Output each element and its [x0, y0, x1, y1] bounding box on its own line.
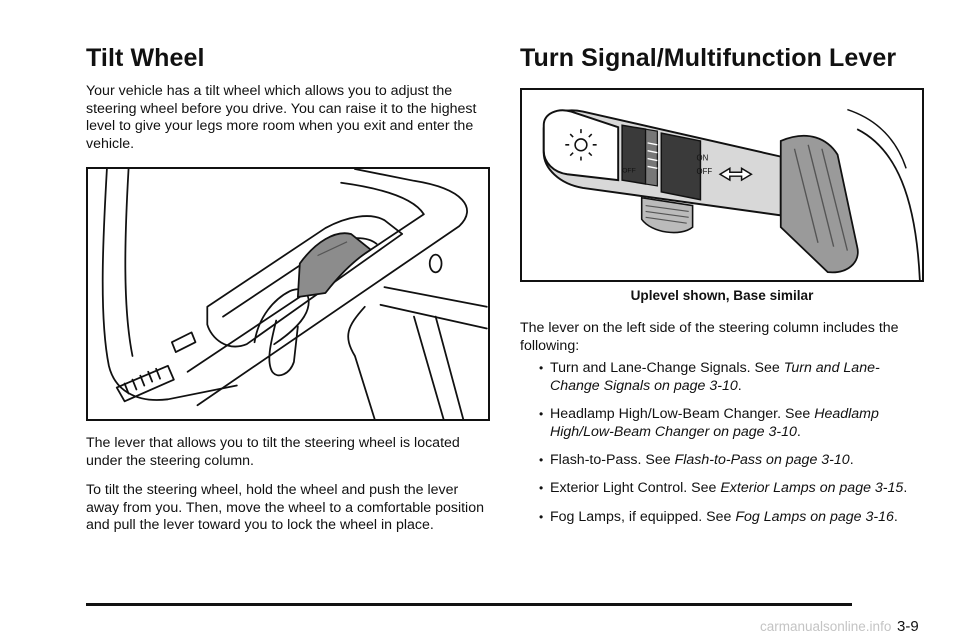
section-title-tilt-wheel: Tilt Wheel [86, 44, 205, 72]
watermark: carmanualsonline.info [760, 619, 892, 634]
page-reference-link[interactable]: Turn and Lane-Change Signals on page 3-10 [550, 360, 880, 394]
multifunction-lever-illustration [520, 88, 924, 282]
list-item: • Turn and Lane-Change Signals. See Turn and Lane-Change Signals on page 3-10. [539, 360, 880, 394]
lever-on-label: ON [696, 153, 709, 163]
footer-rule [86, 603, 852, 606]
lever-off-label: OFF [696, 167, 713, 177]
page-number: 3-9 [897, 618, 919, 635]
multifunction-lever-drawing [522, 90, 922, 280]
tilt-wheel-intro: Your vehicle has a tilt wheel which allows you to adjust the steering wheel before you drive. You can raise it to the highest level to give your legs more room when you exit and enter the vehicle. [86, 83, 477, 152]
lever-intro-text: The lever on the left side of the steering column includes the following: [520, 320, 899, 354]
tilt-lever-location-text: The lever that allows you to tilt the steering wheel is located under the steering column. [86, 435, 460, 469]
page-reference-link[interactable]: Headlamp High/Low-Beam Changer on page 3-10 [550, 405, 879, 440]
figure-caption: Uplevel shown, Base similar [630, 288, 814, 303]
tilt-lever-drawing [88, 169, 488, 419]
lever-off-small-label: OFF [622, 167, 636, 175]
list-item: • Flash-to-Pass. See Flash-to-Pass on page 3-10. [539, 451, 854, 468]
lever-function-list [520, 360, 926, 537]
list-item: • Fog Lamps, if equipped. See Fog Lamps on page 3-16. [539, 508, 898, 525]
page-reference-link[interactable]: Exterior Lamps on page 3-15 [720, 480, 904, 497]
tilt-procedure-text: To tilt the steering wheel, hold the wheel and push the lever away from you. Then, move the wheel to a comfortable position and pull the lever toward you to lock the wheel in place. [86, 482, 484, 534]
page-reference-link[interactable]: Flash-to-Pass on page 3-10 [674, 451, 850, 468]
list-item: • Exterior Light Control. See Exterior Lamps on page 3-15. [539, 480, 908, 497]
tilt-lever-illustration [86, 167, 490, 421]
page-reference-link[interactable]: Fog Lamps on page 3-16 [735, 508, 894, 525]
list-item: • Headlamp High/Low-Beam Changer. See Headlamp High/Low-Beam Changer on page 3-10. [539, 405, 879, 440]
section-title-turn-signal-lever: Turn Signal/Multifunction Lever [520, 44, 897, 72]
